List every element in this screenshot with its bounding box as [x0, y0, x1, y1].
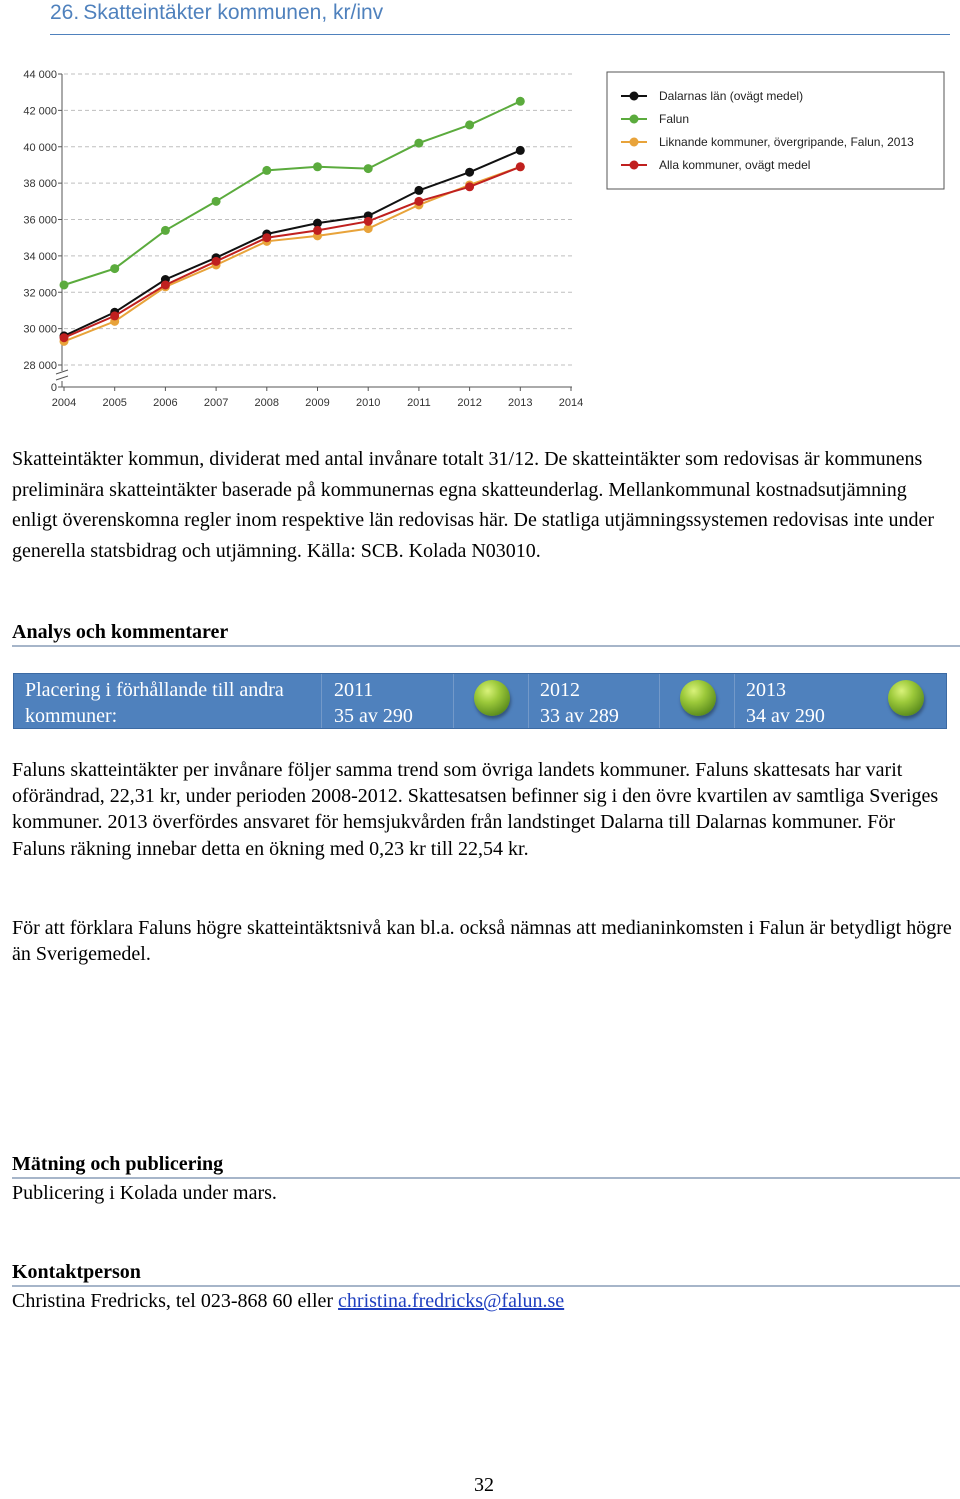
data-point [262, 166, 271, 175]
data-point [313, 162, 322, 171]
ranking-value: 34 av 290 [746, 705, 825, 727]
green-status-icon [888, 680, 924, 716]
data-point [161, 280, 170, 289]
legend-label: Alla kommuner, ovägt medel [659, 158, 811, 172]
ranking-value: 35 av 290 [334, 705, 413, 727]
x-tick-label: 2014 [558, 397, 584, 409]
ranking-year: 2013 [746, 679, 786, 701]
description-text: Skatteintäkter kommun, dividerat med antal invånare totalt 31/12. De skatteintäkter som redovisas är kommunens preliminära skatteintäkter baserade på kommunernas egna skatteunderlag. Mellankommunal kostnadsutjämning enligt överenskomna regler inom respektive län redovisas här. De statliga utjämningssystemen redovisas inte under generella statsbidrag och utjämning. Källa: SCB. Kolada N03010. [12, 448, 934, 562]
y-tick-label: 36 000 [23, 214, 57, 227]
ranking-value: 33 av 289 [540, 705, 619, 727]
data-point [364, 164, 373, 173]
section-number: 26. [50, 1, 80, 24]
section-title: Skatteintäkter kommunen, kr/inv [83, 1, 384, 24]
ranking-divider [321, 674, 322, 728]
x-tick-label: 2012 [457, 397, 482, 409]
axis-break-mark [56, 370, 68, 380]
x-tick-label: 2009 [305, 397, 330, 409]
legend-marker [630, 115, 639, 124]
tax-income-chart [0, 60, 960, 410]
ranking-2013 [746, 677, 825, 729]
analysis-paragraph-1: Faluns skatteintäkter per invånare följer samma trend som övriga landets kommuner. Faluns skattesats har varit oförändrad, 22,31 kr, under perioden 2008-2012. Skattesatsen befinner sig i den övre kvartilen av samtliga Sveriges kommuner. 2013 överfördes ansvaret för hemsjukvården från landstinget Dalarna till Dalarnas kommuner. För Faluns räkning innebar detta en ökning med 0,23 kr till 22,54 kr. [12, 759, 939, 860]
series-line [64, 150, 520, 336]
page-number: 32 [474, 1474, 494, 1496]
legend-label: Liknande kommuner, övergripande, Falun, 2013 [659, 135, 914, 149]
ranking-divider [734, 674, 735, 728]
analysis-heading: Analys och kommentarer [12, 619, 960, 647]
data-point [516, 162, 525, 171]
y-tick-label: 34 000 [23, 250, 57, 263]
ranking-divider [659, 674, 660, 728]
data-point [516, 97, 525, 106]
ranking-divider [528, 674, 529, 728]
contact-email-link[interactable]: christina.fredricks@falun.se [338, 1290, 565, 1312]
y-tick-label: 28 000 [23, 360, 57, 372]
legend-label: Dalarnas län (ovägt medel) [659, 89, 804, 103]
data-point [414, 197, 423, 206]
ranking-label: Placering i förhållande till andra kommuner: [25, 679, 284, 727]
x-tick-label: 2007 [203, 397, 229, 409]
data-point [262, 233, 271, 242]
green-status-icon [474, 680, 510, 716]
section-heading [50, 0, 950, 35]
data-point [161, 226, 170, 235]
y-tick-label: 0 [50, 382, 57, 394]
data-point [60, 280, 69, 289]
green-status-icon [680, 680, 716, 716]
legend-marker [630, 138, 639, 147]
x-tick-label: 2004 [51, 397, 77, 409]
ranking-2011 [334, 677, 413, 729]
ranking-2012 [540, 677, 619, 729]
data-point [60, 333, 69, 342]
data-point [212, 257, 221, 266]
x-tick-label: 2005 [102, 397, 127, 409]
x-tick-label: 2006 [153, 397, 178, 409]
y-tick-label: 42 000 [23, 105, 57, 118]
data-point [313, 226, 322, 235]
ranking-year: 2011 [334, 679, 374, 701]
series-line [64, 101, 520, 285]
data-point [110, 264, 119, 273]
data-point [110, 311, 119, 320]
series-line [64, 167, 520, 338]
y-tick-label: 32 000 [23, 287, 57, 300]
data-point [364, 217, 373, 226]
measurement-text: Publicering i Kolada under mars. [12, 1182, 277, 1204]
data-point [465, 120, 474, 129]
data-point [212, 197, 221, 206]
ranking-divider [453, 674, 454, 728]
contact-heading: Kontaktperson [12, 1259, 960, 1287]
data-point [465, 168, 474, 177]
contact-text: Christina Fredricks, tel 023-868 60 eller [12, 1290, 339, 1312]
measurement-heading: Mätning och publicering [12, 1151, 960, 1179]
ranking-bar [13, 673, 947, 729]
x-tick-label: 2008 [254, 397, 280, 409]
legend-label: Falun [659, 112, 690, 126]
y-tick-label: 44 000 [23, 69, 57, 81]
y-tick-label: 40 000 [23, 141, 57, 154]
x-tick-label: 2010 [355, 397, 381, 409]
analysis-paragraph-2: För att förklara Faluns högre skatteintäktsnivå kan bl.a. också nämnas att medianinkomsten i Falun är betydligt högre än Sverigemedel. [12, 917, 952, 966]
legend-marker [630, 161, 639, 170]
legend-marker [630, 92, 639, 101]
data-point [414, 186, 423, 195]
y-tick-label: 38 000 [23, 178, 57, 191]
contact-line [12, 1288, 564, 1314]
data-point [465, 182, 474, 191]
y-tick-label: 30 000 [23, 323, 57, 336]
x-tick-label: 2011 [407, 397, 431, 409]
x-tick-label: 2013 [508, 397, 533, 409]
data-point [516, 146, 525, 155]
ranking-year: 2012 [540, 679, 580, 701]
data-point [414, 139, 423, 148]
